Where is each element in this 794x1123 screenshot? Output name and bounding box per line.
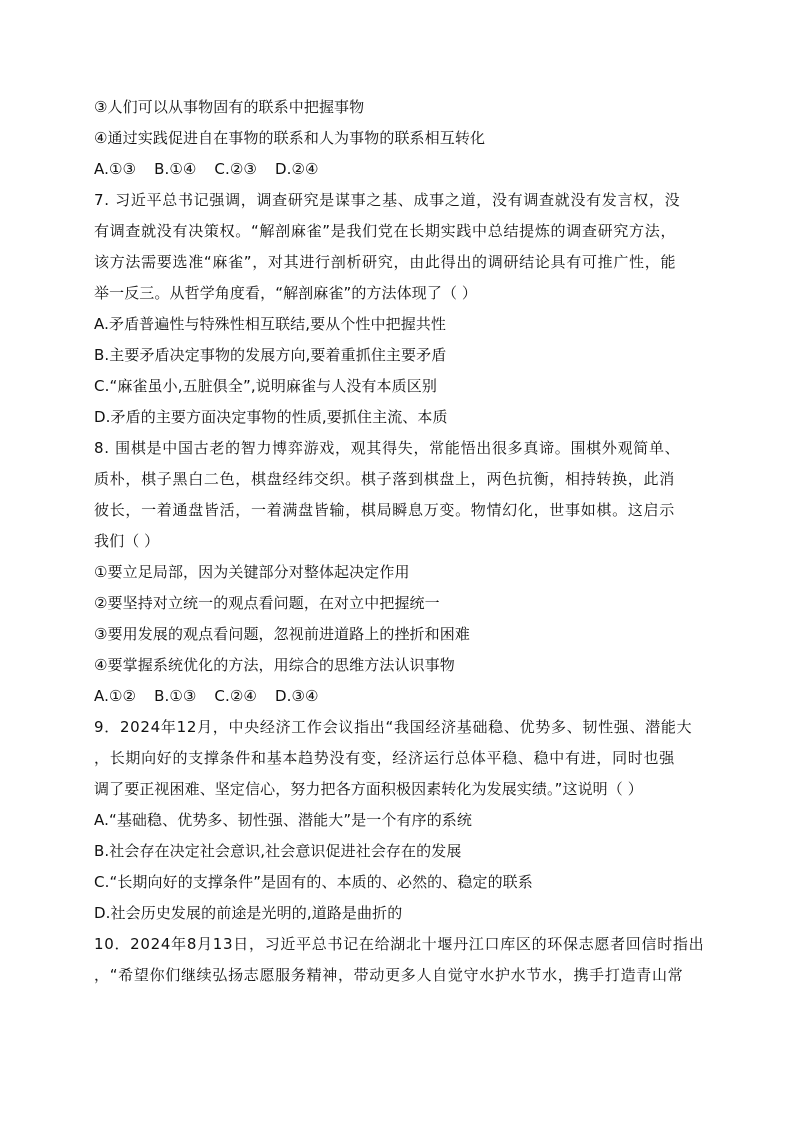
- q7-choice-b: B.主要矛盾决定事物的发展方向,要着重抓住主要矛盾: [94, 346, 447, 364]
- q8-item-3: ③要用发展的观点看问题，忽视前进道路上的挫折和困难: [94, 625, 470, 643]
- q10-stem-line-1: 10．2024年8月13日，习近平总书记在给湖北十堰丹江口库区的环保志愿者回信时指出: [94, 935, 705, 953]
- q7-stem-line-3: 该方法需要选准“麻雀”，对其进行剖析研究，由此得出的调研结论具有可推广性，能: [94, 253, 677, 271]
- q6-item-4: ④通过实践促进自在事物的联系和人为事物的联系相互转化: [94, 129, 486, 147]
- q6-item-3: ③人们可以从事物固有的联系中把握事物: [94, 98, 365, 116]
- q7-stem-line-2: 有调查就没有决策权。“解剖麻雀”是我们党在长期实践中总结提炼的调查研究方法，: [94, 222, 677, 240]
- q8-item-1: ①要立足局部，因为关键部分对整体起决定作用: [94, 563, 410, 581]
- q6-option-c: C.②③: [214, 160, 257, 178]
- q7-choice-c: C.“麻雀虽小,五脏俱全”,说明麻雀与人没有本质区别: [94, 377, 437, 395]
- q6-option-d: D.②④: [274, 160, 319, 178]
- q9-choice-d: D.社会历史发展的前途是光明的,道路是曲折的: [94, 904, 403, 922]
- q8-stem-line-1: 8. 围棋是中国古老的智力博弈游戏，观其得失，常能悟出很多真谛。围棋外观简单、: [94, 439, 681, 457]
- q8-option-a: A.①②: [94, 687, 137, 705]
- q8-stem-line-3: 彼长，一着通盘皆活，一着满盘皆输，棋局瞬息万变。物情幻化，世事如棋。这启示: [94, 501, 675, 519]
- q8-item-4: ④要掌握系统优化的方法，用综合的思维方法认识事物: [94, 656, 455, 674]
- q10-stem-line-2: ，“希望你们继续弘扬志愿服务精神，带动更多人自觉守水护水节水，携手打造青山常: [94, 966, 684, 984]
- q7-choice-d: D.矛盾的主要方面决定事物的性质,要抓住主流、本质: [94, 408, 448, 426]
- q8-options: [94, 681, 706, 712]
- q6-option-a: A.①③: [94, 160, 137, 178]
- q9-choice-c: C.“长期向好的支撑条件”是固有的、本质的、必然的、稳定的联系: [94, 873, 533, 891]
- q9-choice-b: B.社会存在决定社会意识,社会意识促进社会存在的发展: [94, 842, 462, 860]
- exam-page: [94, 92, 706, 991]
- q6-options: [94, 154, 706, 185]
- q9-choice-a: A.“基础稳、优势多、韧性强、潜能大”是一个有序的系统: [94, 811, 473, 829]
- q7-stem-line-4: 举一反三。从哲学角度看，“解剖麻雀”的方法体现了（ ）: [94, 284, 478, 302]
- q8-item-2: ②要坚持对立统一的观点看问题，在对立中把握统一: [94, 594, 440, 612]
- q7-choice-a: A.矛盾普遍性与特殊性相互联结,要从个性中把握共性: [94, 315, 447, 333]
- q8-option-b: B.①③: [154, 687, 197, 705]
- q9-stem-line-3: 调了要正视困难、坚定信心，努力把各方面积极因素转化为发展实绩。”这说明（ ）: [94, 780, 643, 798]
- q7-stem-line-1: 7. 习近平总书记强调，调查研究是谋事之基、成事之道，没有调查就没有发言权，没: [94, 191, 681, 209]
- q9-stem-line-2: ，长期向好的支撑条件和基本趋势没有变，经济运行总体平稳、稳中有进，同时也强: [94, 749, 675, 767]
- q8-stem-line-4: 我们（ ）: [94, 532, 160, 550]
- q9-stem-line-1: 9．2024年12月，中央经济工作会议指出“我国经济基础稳、优势多、韧性强、潜能大: [94, 718, 693, 736]
- q6-option-b: B.①④: [154, 160, 197, 178]
- q8-option-d: D.③④: [274, 687, 319, 705]
- q8-option-c: C.②④: [214, 687, 257, 705]
- q8-stem-line-2: 质朴，棋子黑白二色，棋盘经纬交织。棋子落到棋盘上，两色抗衡，相持转换，此消: [94, 470, 675, 488]
